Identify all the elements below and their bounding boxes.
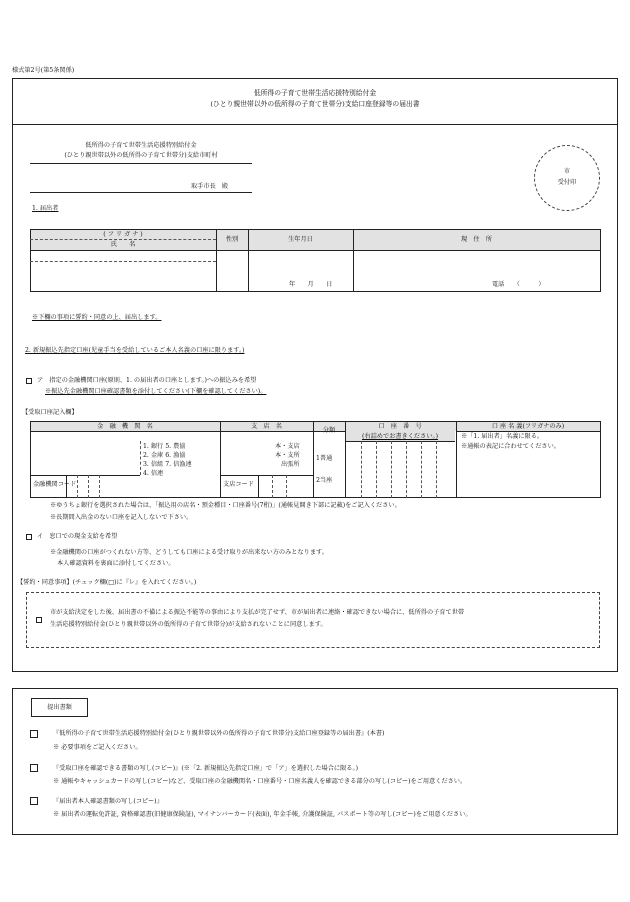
branch-code-label: 支店コード	[223, 481, 254, 488]
form-number: 様式第2号(第5条関係)	[12, 67, 75, 74]
doc-checkbox-1[interactable]	[30, 730, 38, 738]
type-option-1: 1普通	[316, 455, 333, 462]
type-header: 分類	[322, 427, 336, 434]
title-line1: 低所得の子育て世帯生活応援特別給付金	[253, 89, 377, 97]
sex-field[interactable]	[217, 251, 247, 291]
doc-3-title: 『届出者本人確認書類の写し(コピー)』	[53, 798, 163, 805]
option-a-label: ア 指定の金融機関口座(原則、1. の届出者の口座とします。)への振込みを希望	[37, 377, 257, 384]
account-number-subheader: (右詰めでお書きください。)	[362, 433, 438, 440]
account-number-header: 口 座 番 号	[378, 423, 422, 430]
section1-heading: 1. 届出者	[32, 205, 59, 212]
documents-title: 提出書類	[47, 704, 72, 711]
branch-name-field[interactable]	[221, 432, 273, 474]
bank-type-2: 2. 金庫 6. 漁協	[143, 452, 186, 459]
dob-field[interactable]	[249, 251, 352, 279]
name-header: 氏 名	[110, 241, 136, 248]
stamp-line1: 市	[563, 168, 571, 175]
address-header: 現 住 所	[461, 236, 492, 243]
branch-type-3: 出張所	[281, 461, 300, 468]
doc-1-title: 『低所得の子育て世帯生活応援特別給付金(ひとり親世帯以外の低所得の子育て世帯分)支給口座登録等の届出書』(本書)	[53, 730, 385, 737]
pledge-checkbox[interactable]	[36, 617, 42, 623]
branch-type-1: 本・支店	[275, 443, 300, 450]
pledge-line2: 生活応援特別給付金(ひとり親世帯以外の低所得の子育て世帯分)が支給されないことに同意します。	[50, 621, 327, 628]
doc-checkbox-2[interactable]	[30, 764, 38, 772]
type-option-2: 2当座	[316, 477, 333, 484]
dob-ymd: 年 月 日	[289, 281, 333, 288]
mayor-label: 取手市長 殿	[191, 183, 229, 190]
option-i-note1: ※金融機関の口座がつくれない方等、どうしても口座による受け取りが出来ない方のみとなります。	[50, 549, 328, 556]
furigana-header: ( フ リ ガ ナ )	[103, 231, 143, 238]
holder-note1: ※「1. 届出者」名義に限る。	[461, 433, 544, 440]
stamp-line2: 受付印	[557, 179, 577, 186]
option-a-checkbox[interactable]	[26, 378, 32, 384]
title-line2: (ひとり親世帯以外の低所得の子育て世帯分)支給口座登録等の届出書	[210, 100, 420, 108]
pledge-box	[26, 592, 600, 648]
recipient-underline	[30, 163, 252, 164]
account-section-label: 【受取口座記入欄】	[22, 409, 78, 416]
sex-header: 性別	[225, 236, 239, 243]
option-i-note2: 本人確認資料を裏面に添付してください。	[57, 560, 175, 567]
pledge-line1: 市が支給決定をした後、届出書の不備による振込不能等の事由により支払が完了せず、市が届出者に連絡・確認できない場合に、低所得の子育て世帯	[50, 609, 465, 616]
longterm-note: ※長期間入出金のない口座を記入しないで下さい。	[50, 514, 193, 521]
dob-header: 生年月日	[288, 236, 313, 243]
bank-header: 金 融 機 関 名	[97, 423, 153, 430]
title-divider	[12, 124, 618, 125]
branch-header: 支 店 名	[251, 423, 282, 430]
doc-3-note: ※ 届出者の運転免許証, 資格確認書(旧健康保険証), マイナンバーカード(表面), 年金手帳, 介護保険証, パスポート等の写し(コピー)をご用意ください。	[53, 811, 472, 818]
branch-type-2: 本・支所	[275, 452, 300, 459]
mayor-underline	[30, 192, 252, 193]
bank-type-4: 4. 信連	[143, 470, 164, 477]
bank-type-1: 1. 銀行 5. 農協	[143, 443, 186, 450]
account-holder-field[interactable]	[457, 453, 599, 497]
section2-heading: 2. 新規振込先指定口座(児童手当を受給しているご本人名義の口座に限ります。)	[25, 347, 245, 354]
bank-code-label: 金融機関コード	[33, 481, 77, 488]
doc-2-title: 『受取口座を確認できる書類の写し(コピー)』(※「2. 新規振込先指定口座」で「ア」を選択した場合に限る。)	[53, 765, 358, 772]
option-a-note: ※振込先金融機関口座確認書類を添付してください(下欄を確認してください)。	[45, 388, 267, 395]
option-i-checkbox[interactable]	[26, 534, 32, 540]
bank-type-3: 3. 信組 7. 信漁連	[143, 461, 192, 468]
pledge-note: ※下欄の事項に誓約・同意の上、届出します。	[32, 314, 162, 321]
reception-stamp	[534, 145, 600, 211]
doc-1-note: ※ 必要事項をご記入ください。	[53, 744, 142, 751]
recipient-line2: (ひとり親世帯以外の低所得の子育て世帯分)支給市町村	[64, 152, 218, 159]
recipient-line1: 低所得の子育て世帯生活応援特別給付金	[85, 142, 197, 149]
yucho-note: ※ゆうちょ銀行を選択された場合は、「振込用の店名・預金種目・口座番号(7桁)」(通帳見開き下部に記載)をご記入ください。	[50, 502, 401, 509]
address-field[interactable]	[354, 251, 599, 279]
account-number-field[interactable]	[346, 442, 454, 497]
pledge-heading: 【誓約・同意事項】(チェック欄(□)に『レ』を入れてください。)	[17, 579, 197, 586]
doc-checkbox-3[interactable]	[30, 797, 38, 805]
holder-header: 口 座 名 義(フリガナのみ)	[491, 423, 565, 430]
bank-name-field[interactable]	[31, 432, 139, 474]
name-field[interactable]	[31, 262, 215, 291]
holder-note2: ※通帳の表記に合わせてください。	[461, 443, 560, 450]
option-i-label: イ 窓口での現金支給を希望	[37, 533, 118, 540]
doc-2-note: ※ 通帳やキャッシュカードの写し(コピー)など、受取口座の金融機関名・口座番号・口座名義人を確認できる部分の写し(コピー)をご用意ください。	[53, 778, 467, 785]
phone-label: 電話 （ ）	[492, 281, 545, 288]
